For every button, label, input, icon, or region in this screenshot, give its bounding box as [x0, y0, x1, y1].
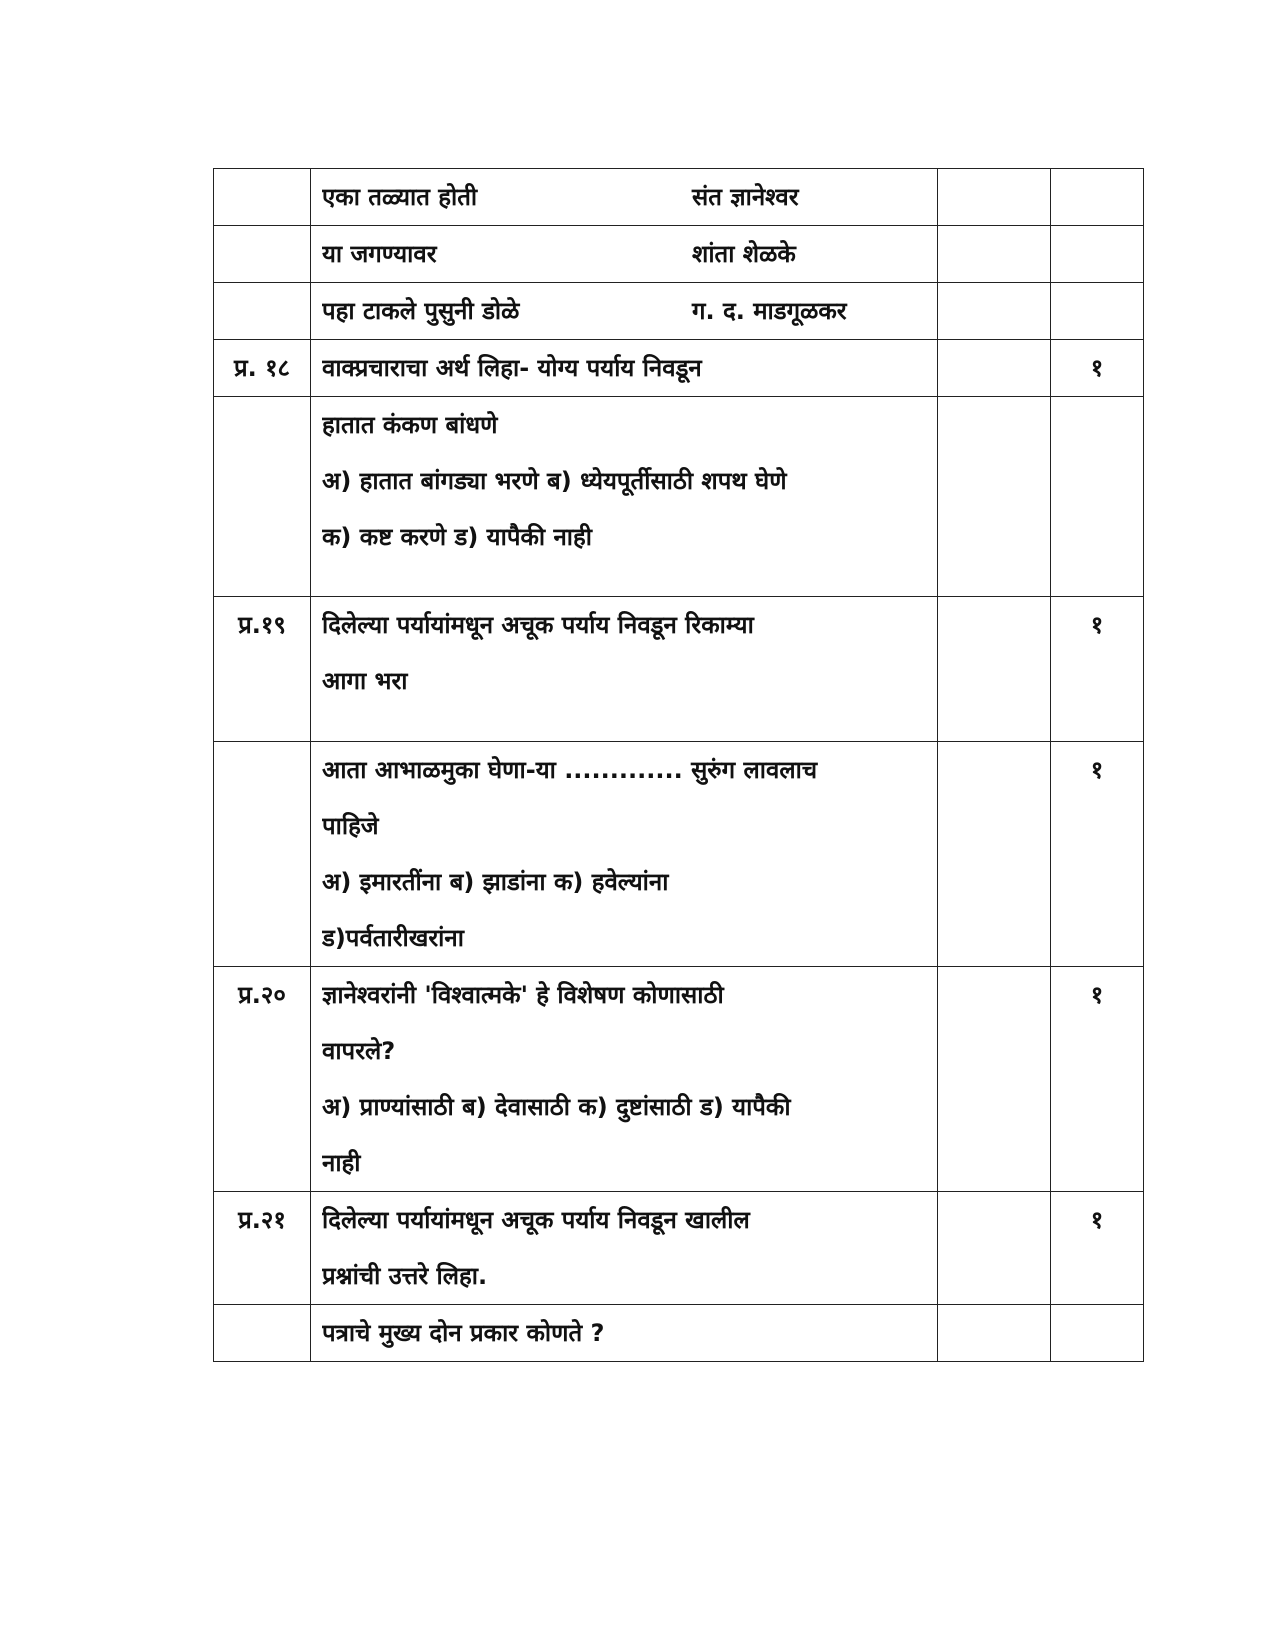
blank-cell — [938, 397, 1051, 597]
question-number — [214, 226, 311, 283]
question-content — [311, 967, 938, 1192]
blank-cell — [938, 742, 1051, 967]
marks-cell: १ — [1051, 1192, 1144, 1305]
question-table — [213, 168, 1144, 1362]
question-content — [311, 1305, 938, 1362]
poet-name: ग. द. माडगूळकर — [692, 297, 847, 325]
blank-cell — [938, 226, 1051, 283]
question-content — [311, 340, 938, 397]
question-number: प्र.२० — [214, 967, 311, 1192]
question-content — [311, 1192, 938, 1305]
question-line: वाक्प्रचाराचा अर्थ लिहा- योग्य पर्याय निवडून — [322, 354, 702, 382]
question-content — [311, 169, 938, 226]
blank-cell — [938, 283, 1051, 340]
table-row — [214, 1305, 1144, 1362]
marks-cell: १ — [1051, 967, 1144, 1192]
poet-name: शांता शेळके — [692, 240, 796, 268]
question-line: प्रश्नांची उत्तरे लिहा. — [322, 1262, 488, 1290]
question-number — [214, 169, 311, 226]
marks-cell: १ — [1051, 597, 1144, 742]
poem-title: पहा टाकले पुसुनी डोळे — [322, 297, 520, 325]
table-row — [214, 742, 1144, 967]
question-line: ज्ञानेश्वरांनी 'विश्वात्मके' हे विशेषण कोणासाठी — [322, 981, 724, 1009]
option-line: ड)पर्वतारीखरांना — [322, 924, 464, 952]
table-row — [214, 397, 1144, 597]
question-number — [214, 1305, 311, 1362]
question-line: हातात कंकण बांधणे — [322, 411, 498, 439]
poet-name: संत ज्ञानेश्वर — [692, 183, 799, 211]
question-line: वापरले? — [322, 1037, 396, 1065]
question-line: पाहिजे — [322, 812, 379, 840]
table-row — [214, 226, 1144, 283]
question-number: प्र. १८ — [214, 340, 311, 397]
marks-cell — [1051, 1305, 1144, 1362]
option-line: अ) प्राण्यांसाठी ब) देवासाठी क) दुष्टांसाठी ड) यापैकी — [322, 1093, 791, 1121]
table-row — [214, 169, 1144, 226]
option-line: नाही — [322, 1149, 361, 1177]
blank-cell — [938, 1192, 1051, 1305]
poem-title: या जगण्यावर — [322, 240, 437, 268]
option-line: अ) इमारतींना ब) झाडांना क) हवेल्यांना — [322, 868, 669, 896]
blank-cell — [938, 967, 1051, 1192]
question-line: आता आभाळमुका घेणा-या ............. सुरुंग लावलाच — [322, 756, 818, 784]
question-number: प्र.२१ — [214, 1192, 311, 1305]
blank-cell — [938, 1305, 1051, 1362]
table-row — [214, 597, 1144, 742]
marks-cell — [1051, 283, 1144, 340]
marks-cell — [1051, 169, 1144, 226]
question-content — [311, 597, 938, 742]
blank-cell — [938, 340, 1051, 397]
option-line: क) कष्ट करणे ड) यापैकी नाही — [322, 523, 592, 551]
question-number — [214, 283, 311, 340]
marks-cell — [1051, 397, 1144, 597]
question-number — [214, 742, 311, 967]
marks-cell: १ — [1051, 340, 1144, 397]
question-content — [311, 226, 938, 283]
option-line: अ) हातात बांगड्या भरणे ब) ध्येयपूर्तीसाठी शपथ घेणे — [322, 467, 787, 495]
blank-cell — [938, 597, 1051, 742]
question-number — [214, 397, 311, 597]
question-line: आगा भरा — [322, 667, 408, 695]
question-line: पत्राचे मुख्य दोन प्रकार कोणते ? — [322, 1319, 605, 1347]
question-content — [311, 283, 938, 340]
question-content — [311, 397, 938, 597]
table-row — [214, 1192, 1144, 1305]
question-content — [311, 742, 938, 967]
question-line: दिलेल्या पर्यायांमधून अचूक पर्याय निवडून खालील — [322, 1206, 750, 1234]
table-row — [214, 283, 1144, 340]
marks-cell: १ — [1051, 742, 1144, 967]
question-line: दिलेल्या पर्यायांमधून अचूक पर्याय निवडून रिकाम्या — [322, 611, 754, 639]
question-number: प्र.१९ — [214, 597, 311, 742]
poem-title: एका तळ्यात होती — [322, 183, 478, 211]
marks-cell — [1051, 226, 1144, 283]
table-row — [214, 340, 1144, 397]
blank-cell — [938, 169, 1051, 226]
table-row — [214, 967, 1144, 1192]
